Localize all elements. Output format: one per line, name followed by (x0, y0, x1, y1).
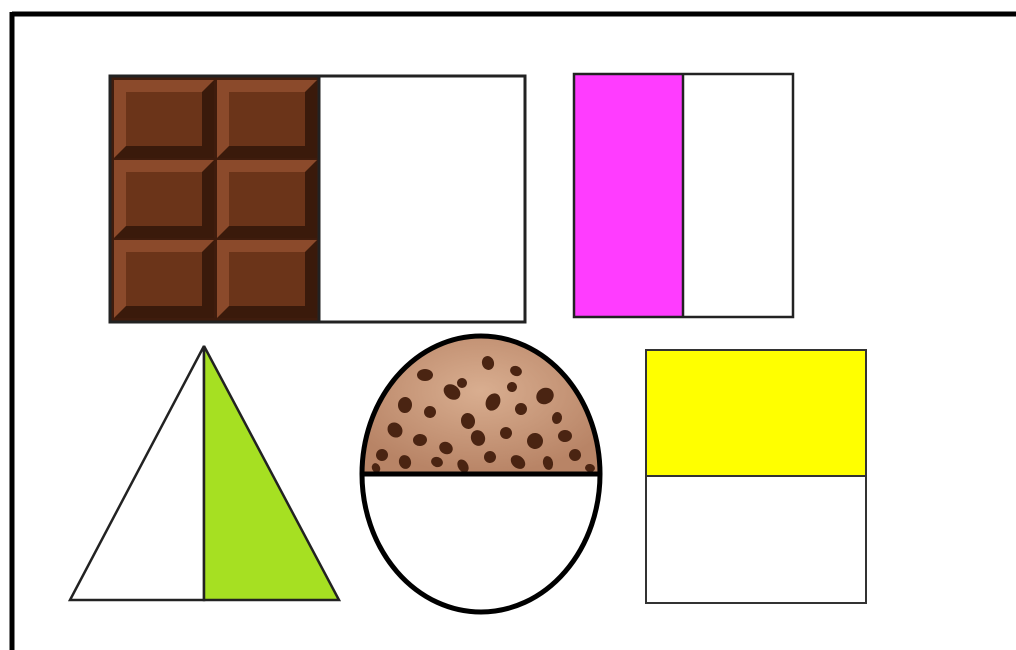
chocolate-piece-face (126, 172, 202, 226)
chocolate-piece (217, 240, 317, 318)
cookie-half (362, 336, 600, 474)
triangle-empty-half (70, 346, 204, 600)
chocolate-piece-face (126, 252, 202, 306)
chocolate-piece (114, 240, 214, 318)
pink-empty-half (683, 74, 793, 317)
chocolate-piece (217, 160, 317, 238)
chocolate-bar-rectangle (110, 76, 525, 322)
chocolate-piece-face (229, 92, 305, 146)
pink-rectangle (574, 74, 793, 317)
green-triangle (70, 346, 339, 600)
chocolate-piece-face (229, 252, 305, 306)
triangle-green-half (204, 346, 339, 600)
chocolate-piece-face (126, 92, 202, 146)
chocolate-piece (114, 160, 214, 238)
chocolate-piece-face (229, 172, 305, 226)
yellow-half (646, 350, 866, 476)
chocolate-piece (114, 80, 214, 158)
pink-half (574, 74, 683, 317)
cookie-circle (362, 336, 600, 612)
chocolate-chip (417, 369, 433, 381)
yellow-empty-half (646, 476, 866, 603)
yellow-rectangle (646, 350, 866, 603)
chocolate-piece (217, 80, 317, 158)
cookie-empty-half (362, 474, 600, 612)
